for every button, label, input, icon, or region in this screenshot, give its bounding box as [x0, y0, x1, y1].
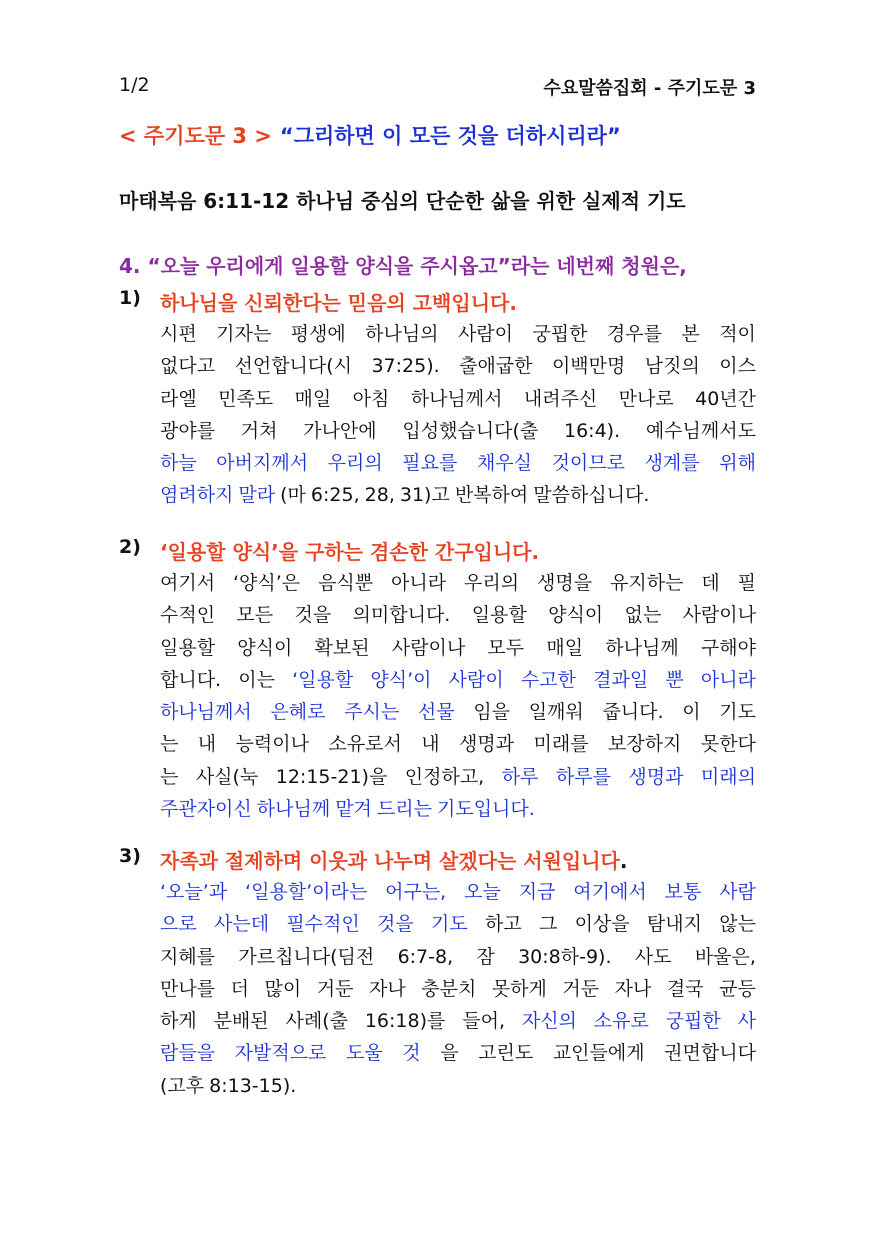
body-line [160, 728, 756, 760]
body-word: 수고한 [520, 668, 576, 691]
body-line [160, 973, 756, 1005]
body-word: 남짓의 [644, 355, 700, 378]
body-word: 소유로 [593, 1010, 649, 1033]
body-word: 여기에서 [573, 881, 647, 903]
body-line [160, 1037, 756, 1069]
body-word: 채우실 [476, 452, 532, 475]
body-word: 궁핍한 [532, 323, 588, 345]
body-word: 양식이 [237, 636, 293, 659]
body-word: 결과일 [593, 668, 649, 691]
body-word: 못하게 [491, 977, 547, 1000]
body-word: ‘일용할’이라는 [245, 881, 368, 903]
body-word: ‘일용할 [292, 668, 354, 691]
body-word: 능력이나 [235, 733, 309, 756]
body-word: 매일 [294, 387, 332, 410]
body-word: 광야를 [160, 419, 216, 442]
body-line [160, 696, 756, 728]
point-heading-text: 자족과 절제하며 이웃과 나누며 살겠다는 서원입니다 [160, 849, 620, 873]
body-word: 는 [160, 733, 179, 756]
body-word: 28, [364, 484, 395, 507]
body-word: 내 [197, 733, 217, 756]
body-word: 그 [538, 913, 558, 936]
body-line [160, 318, 756, 350]
page-number: 1/2 [119, 74, 150, 96]
body-line [160, 447, 756, 479]
body-word: 모든 [236, 604, 274, 627]
body-word: 분배된 [213, 1010, 269, 1033]
body-word: 출애굽한 [459, 355, 533, 378]
body-line [160, 599, 756, 631]
body-word: 이는 [238, 668, 275, 691]
body-word: 필 [737, 572, 756, 594]
body-word: 결국 [666, 977, 704, 1000]
body-word: 하루를 [555, 765, 611, 788]
body-line [160, 664, 756, 696]
body-line [160, 793, 756, 825]
body-line [160, 876, 756, 908]
body-word: 선물 [417, 701, 455, 724]
body-word: 는 [160, 765, 179, 788]
body-word: ‘오늘’과 [160, 881, 228, 903]
body-word: 주관자이신 [160, 798, 252, 821]
body-word: 생명을 [537, 572, 593, 594]
body-word: 하나님께 [605, 636, 679, 659]
body-word: 줍니다. [602, 701, 664, 724]
body-word: 사람이나 [391, 636, 466, 659]
body-word: 기도 [430, 913, 468, 936]
body-word: 매일 [546, 636, 584, 659]
body-word: 것이므로 [551, 452, 625, 475]
body-word: 6:25, [310, 484, 360, 507]
body-line [160, 383, 756, 415]
body-word: 교인들에게 [552, 1042, 645, 1065]
body-line [160, 567, 756, 599]
body-word: 내 [421, 733, 440, 756]
body-word: 30:8하-9). [518, 945, 612, 968]
body-word: 이백만명 [551, 355, 626, 378]
body-word: 경우를 [606, 323, 662, 345]
body-word: 보통 [664, 881, 702, 903]
body-word: 일용할 [160, 636, 216, 659]
body-word: 만나를 [160, 977, 216, 1000]
body-word: 일용할 [471, 604, 527, 627]
body-word: 하나님의 [365, 323, 439, 345]
body-word: 40년간 [695, 387, 756, 410]
body-word: 드리는 [376, 798, 432, 821]
body-word: 여기서 [160, 572, 216, 594]
body-word: 기도입니다. [436, 798, 535, 821]
body-word: 사례(출 [285, 1010, 348, 1033]
body-word: 확보된 [314, 636, 370, 659]
body-word: 필수적인 [286, 913, 360, 936]
body-word: 시편 [160, 323, 197, 345]
body-word: 맡겨 [335, 798, 372, 821]
body-line [160, 761, 756, 793]
body-word: (마 [280, 484, 306, 507]
body-word: 잠 [476, 945, 495, 968]
body-word: 이스 [719, 355, 756, 378]
body-word: 구해야 [700, 636, 756, 659]
body-word: (고후 [160, 1074, 205, 1097]
body-word: 것을 [294, 604, 332, 627]
body-word: 음식뿐 [318, 572, 374, 594]
point-heading: 하나님을 신뢰한다는 믿음의 고백입니다. [160, 291, 517, 315]
body-word: 어구는, [385, 881, 447, 903]
body-word: 충분치 [421, 977, 477, 1000]
body-word: 12:15-21)을 [275, 765, 388, 788]
body-word: 거쳐 [240, 419, 278, 442]
body-word: 아침 [352, 387, 390, 410]
body-word: 예수님께서도 [645, 419, 756, 442]
body-line [160, 350, 756, 382]
body-word: 미래의 [700, 765, 756, 788]
petition-heading: 4. “오늘 우리에게 일용할 양식을 주시옵고”라는 네번째 청원은, [119, 254, 687, 278]
body-word: 않는 [719, 913, 756, 936]
body-word: 하나님께 [256, 798, 331, 821]
body-word: 이상을 [574, 913, 630, 936]
body-word: 만나로 [618, 387, 674, 410]
body-line [160, 1070, 756, 1102]
body-word: 입성했습니다(출 [402, 419, 539, 442]
body-word: 하게 [160, 1010, 197, 1033]
body-word: 말라 [238, 484, 276, 507]
body-word: 지혜를 [160, 945, 216, 968]
point-number: 2) [119, 536, 141, 558]
point-number: 3) [119, 845, 141, 867]
body-word: 하늘 [160, 452, 197, 475]
body-word: 은혜로 [270, 701, 326, 724]
body-word: 미래를 [533, 733, 589, 756]
body-word: 생명과 [459, 733, 515, 756]
body-word: 바울은, [694, 945, 756, 968]
point-heading-period: . [619, 849, 628, 873]
body-word: 우리의 [464, 572, 520, 594]
sermon-title [119, 120, 621, 150]
body-word: 하루 [501, 765, 539, 788]
body-word: 거둔 [562, 977, 600, 1000]
body-word: 적이 [719, 323, 756, 345]
body-word: 일깨워 [528, 701, 584, 724]
body-word: 것 [402, 1042, 421, 1065]
body-word: 평생에 [290, 323, 346, 345]
point-heading [160, 845, 627, 874]
body-word: 본 [681, 323, 700, 345]
body-word: 소유로서 [328, 733, 402, 756]
body-word: 8:13-15). [209, 1074, 297, 1097]
body-line [160, 908, 756, 940]
title-number: < 주기도문 3 > [119, 124, 272, 148]
body-word: 없는 [624, 604, 662, 627]
body-word: 도울 [346, 1042, 383, 1065]
body-line [160, 941, 756, 973]
body-word: 16:18)를 [364, 1010, 446, 1033]
body-word: 균등 [719, 977, 756, 1000]
body-word: 사람이 [448, 668, 504, 691]
body-word: 37:25). [371, 355, 440, 378]
body-word: 뿐 [665, 668, 684, 691]
point-heading: ‘일용할 양식’을 구하는 겸손한 간구입니다. [160, 540, 540, 564]
body-word: 을 [440, 1042, 459, 1065]
body-word: 내려주신 [523, 387, 598, 410]
title-quote: “그리하면 이 모든 것을 더하시리라” [279, 124, 621, 148]
body-word: 아니라 [391, 572, 447, 594]
body-word: ‘양식’은 [232, 572, 301, 594]
body-word: 없다고 [160, 355, 216, 378]
body-word: 6:7-8, [397, 945, 454, 968]
body-line [160, 632, 756, 664]
body-word: 가나안에 [303, 419, 377, 442]
body-word: 못한다 [700, 733, 756, 756]
body-word: 자나 [614, 977, 652, 1000]
body-word: 생명과 [628, 765, 684, 788]
body-word: 많이 [264, 977, 302, 1000]
body-word: 지금 [518, 881, 556, 903]
point-body [160, 876, 756, 1102]
body-word: 하고 [484, 913, 522, 936]
body-word: 사실(눅 [195, 765, 259, 788]
body-word: 데 [701, 572, 720, 594]
body-word: 사도 [634, 945, 672, 968]
body-word: 람들을 [160, 1042, 216, 1065]
body-word: 권면합니다 [664, 1042, 756, 1065]
body-word: 말씀하십니다. [533, 484, 650, 507]
body-word: 선언합니다(시 [234, 355, 353, 378]
body-word: 자발적으로 [234, 1042, 327, 1065]
body-word: 거둔 [316, 977, 354, 1000]
body-word: 라엘 [160, 387, 197, 410]
body-word: 의미합니다. [352, 604, 451, 627]
body-word: 염려하지 [160, 484, 234, 507]
body-word: 필요를 [402, 452, 458, 475]
body-word: 탐내지 [646, 913, 702, 936]
body-word: 이 [682, 701, 701, 724]
body-word: 우리의 [327, 452, 383, 475]
body-word: 기자는 [216, 323, 272, 345]
body-word: 궁핍한 [665, 1010, 721, 1033]
body-word: 사는데 [213, 913, 270, 936]
body-word: 사람이나 [682, 604, 756, 627]
body-word: 오늘 [464, 881, 501, 903]
body-line [160, 415, 756, 447]
body-line [160, 1005, 756, 1037]
body-word: 반복하여 [454, 484, 529, 507]
point-body [160, 318, 756, 512]
body-word: 수적인 [160, 604, 216, 627]
body-word: 고린도 [478, 1042, 534, 1065]
body-word: 자신의 [521, 1010, 577, 1033]
body-word: 으로 [160, 913, 197, 936]
body-word: 자나 [368, 977, 406, 1000]
body-word: 보장하지 [608, 733, 682, 756]
body-word: 합니다. [160, 668, 222, 691]
scripture-reference: 마태복음 6:11-12 하나님 중심의 단순한 삶을 위한 실제적 기도 [119, 189, 686, 213]
body-word: 하나님께서 [410, 387, 503, 410]
body-word: 하나님께서 [160, 701, 252, 724]
body-word: 기도 [719, 701, 756, 724]
point-body [160, 567, 756, 825]
body-word: 사람 [719, 881, 756, 903]
body-word: 모두 [487, 636, 525, 659]
body-word: 위해 [719, 452, 756, 475]
body-word: 아버지께서 [216, 452, 309, 475]
body-word: 주시는 [344, 701, 400, 724]
body-word: 민족도 [218, 387, 274, 410]
body-word: 16:4). [563, 419, 621, 442]
body-word: 사 [737, 1010, 756, 1033]
body-word: 유지하는 [610, 572, 684, 594]
body-word: 양식이 [548, 604, 604, 627]
body-line [160, 479, 756, 511]
body-word: 인정하고, [404, 765, 485, 788]
body-word: 임을 [473, 701, 511, 724]
body-word: 가르칩니다(딤전 [238, 945, 375, 968]
body-word: 사람이 [457, 323, 514, 345]
body-word: 더 [230, 977, 249, 1000]
body-word: 것을 [377, 913, 414, 936]
body-word: 31)고 [399, 484, 450, 507]
body-word: 양식’이 [370, 668, 432, 691]
running-header: 수요말씀집회 - 주기도문 3 [543, 78, 756, 99]
body-word: 생계를 [644, 452, 700, 475]
point-number: 1) [119, 287, 141, 309]
body-word: 아니라 [700, 668, 756, 691]
body-word: 들어, [462, 1010, 505, 1033]
